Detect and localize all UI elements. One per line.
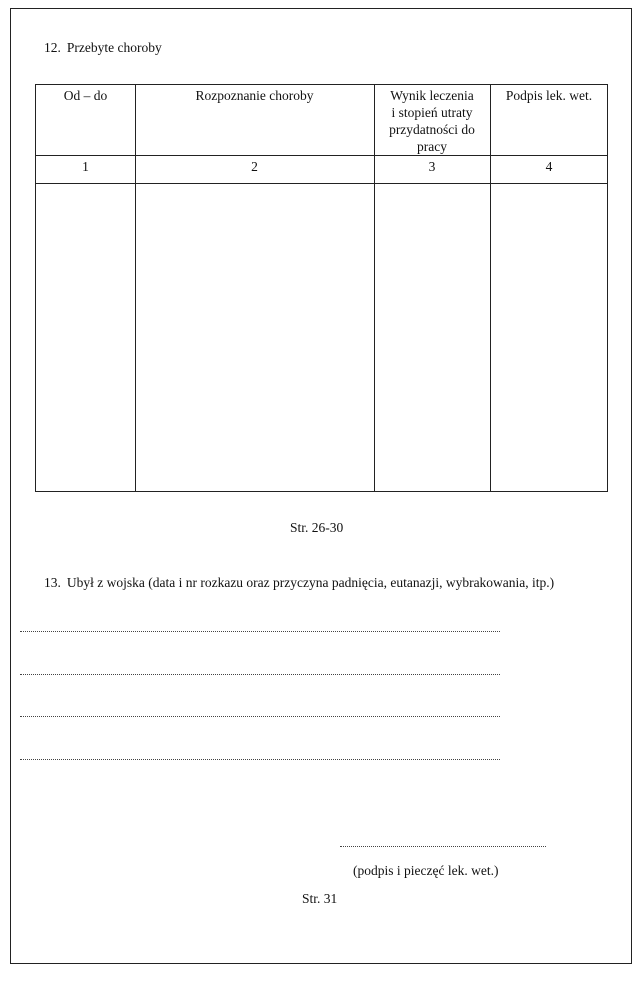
fill-in-line: [20, 759, 500, 760]
header-date-range: Od – do: [63, 88, 108, 103]
section-13-title: Ubył z wojska (data i nr rozkazu oraz przyczyna padnięcia, eutanazji, wybrakowania, itp.): [66, 575, 555, 590]
column-number-3: 3: [428, 159, 436, 174]
header-vet-signature: Podpis lek. wet.: [505, 88, 593, 103]
page-reference-2: Str. 31: [302, 891, 338, 906]
header-treatment-result-line: pracy: [417, 139, 447, 154]
column-divider: [490, 85, 491, 491]
section-13-heading: [44, 575, 554, 591]
section-12-number: 12.: [44, 40, 61, 55]
fill-in-line: [20, 716, 500, 717]
fill-in-line: [20, 674, 500, 675]
signature-caption: (podpis i pieczęć lek. wet.): [353, 863, 499, 878]
section-12-heading: [44, 40, 162, 56]
column-number-1: 1: [82, 159, 89, 174]
fill-in-line: [20, 631, 500, 632]
header-diagnosis: Rozpoznanie choroby: [195, 88, 314, 103]
column-number-4: 4: [545, 159, 553, 174]
section-13-number: 13.: [44, 575, 61, 590]
column-divider: [135, 85, 136, 491]
header-treatment-result-line: przydatności do: [389, 122, 475, 137]
header-treatment-result-line: i stopień utraty: [391, 105, 473, 120]
column-number-2: 2: [251, 159, 258, 174]
header-treatment-result: [374, 87, 490, 155]
diseases-table: [35, 84, 608, 492]
signature-line: [340, 846, 546, 847]
row-divider: [36, 183, 607, 184]
row-divider: [36, 155, 607, 156]
header-treatment-result-line: Wynik leczenia: [390, 88, 474, 103]
page-reference-1: Str. 26-30: [290, 520, 344, 535]
section-12-title: Przebyte choroby: [66, 40, 162, 55]
